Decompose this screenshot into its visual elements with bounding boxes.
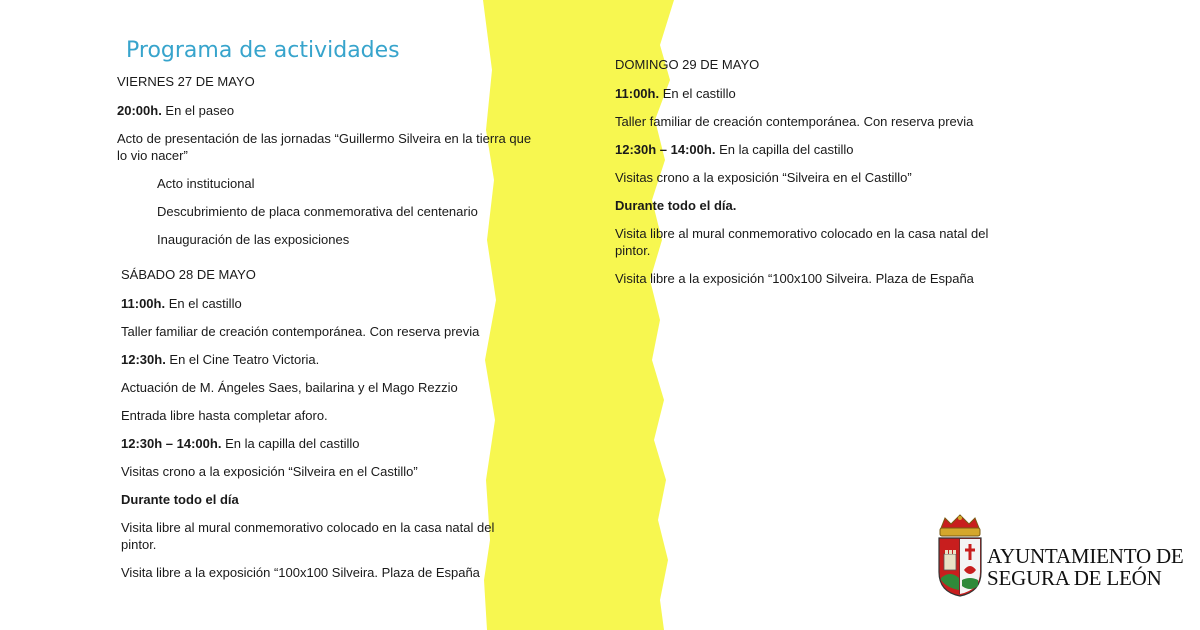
saturday-description: Visita libre al mural conmemorativo colocado en la casa natal del pintor. — [121, 520, 495, 552]
town-hall-logo-text — [987, 545, 1184, 589]
sunday-place: En la capilla del castillo — [715, 142, 854, 157]
friday-item: Acto institucional — [157, 176, 255, 191]
sunday-allday-label: Durante todo el día. — [615, 198, 737, 213]
sunday-description: Visita libre a la exposición “100x100 Silveira. Plaza de España — [615, 271, 974, 286]
sunday-description: Visitas crono a la exposición “Silveira en el Castillo” — [615, 170, 912, 185]
right-column — [615, 57, 1010, 298]
sunday-time: 12:30h – 14:00h. — [615, 142, 716, 157]
saturday-description: Taller familiar de creación contemporánea. Con reserva previa — [121, 324, 480, 339]
saturday-event — [117, 295, 537, 312]
saturday-place: En el castillo — [165, 296, 242, 311]
friday-heading: VIERNES 27 DE MAYO — [117, 74, 255, 89]
left-column — [117, 38, 537, 592]
logo-line-1: AYUNTAMIENTO DE — [987, 544, 1184, 568]
saturday-event — [117, 351, 537, 368]
saturday-time: 12:30h. — [121, 352, 166, 367]
sunday-description: Visita libre al mural conmemorativo colocado en la casa natal del pintor. — [615, 226, 989, 258]
saturday-event — [117, 435, 537, 452]
sunday-place: En el castillo — [659, 86, 736, 101]
sunday-event — [615, 141, 1010, 158]
logo-line-2: SEGURA DE LEÓN — [987, 566, 1162, 590]
friday-description: Acto de presentación de las jornadas “Guillermo Silveira en la tierra que lo vio nacer” — [117, 131, 532, 163]
saturday-time: 11:00h. — [121, 296, 166, 311]
saturday-description: Visita libre a la exposición “100x100 Silveira. Plaza de España — [121, 565, 480, 580]
saturday-description: Actuación de M. Ángeles Saes, bailarina y el Mago Rezzio — [121, 380, 458, 395]
friday-time: 20:00h. — [117, 103, 162, 118]
friday-item: Inauguración de las exposiciones — [157, 232, 350, 247]
saturday-time: 12:30h – 14:00h. — [121, 436, 222, 451]
friday-item: Descubrimiento de placa conmemorativa del centenario — [157, 204, 478, 219]
sunday-heading: DOMINGO 29 DE MAYO — [615, 57, 760, 72]
saturday-description: Visitas crono a la exposición “Silveira en el Castillo” — [121, 464, 418, 479]
sunday-time: 11:00h. — [615, 86, 660, 101]
sunday-allday — [615, 197, 1010, 214]
page-title: Programa de actividades — [126, 38, 400, 63]
friday-event — [117, 102, 537, 119]
saturday-description: Entrada libre hasta completar aforo. — [121, 408, 328, 423]
saturday-place: En el Cine Teatro Victoria. — [165, 352, 320, 367]
coat-of-arms-icon — [935, 514, 985, 598]
saturday-heading: SÁBADO 28 DE MAYO — [121, 267, 256, 282]
saturday-allday-label: Durante todo el día — [121, 492, 239, 507]
saturday-allday — [117, 491, 537, 508]
saturday-place: En la capilla del castillo — [221, 436, 360, 451]
sunday-description: Taller familiar de creación contemporánea. Con reserva previa — [615, 114, 974, 129]
friday-place: En el paseo — [161, 103, 235, 118]
sunday-event — [615, 85, 1010, 102]
